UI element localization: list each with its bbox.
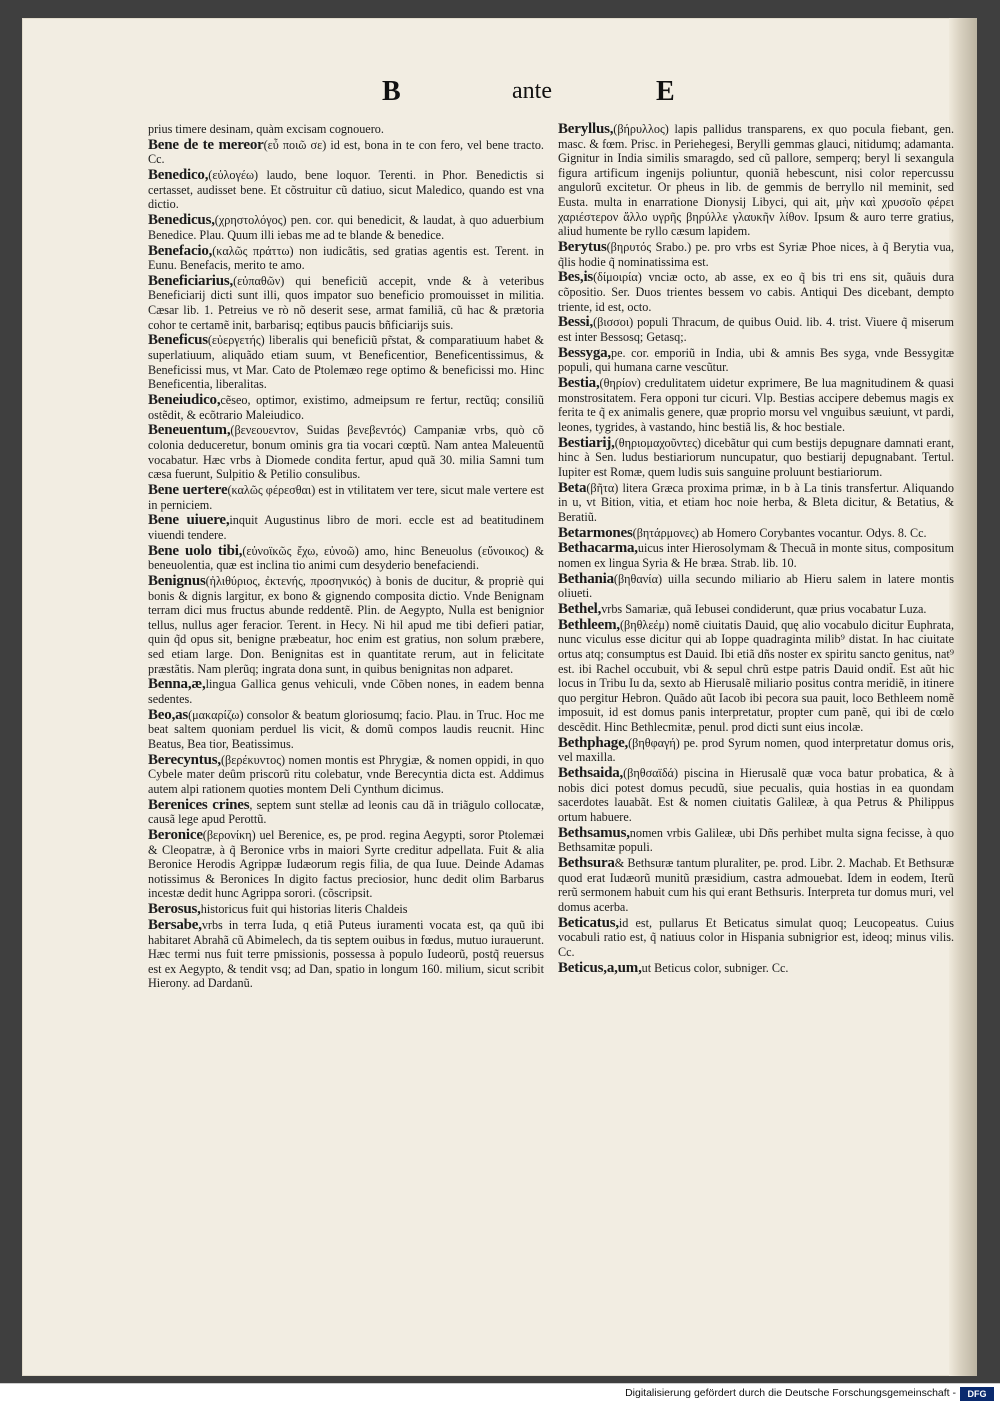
entry-lemma: Benignus: [148, 573, 206, 590]
entry-definition: (εὐλογέω) laudo, bene loquor. Terenti. in Phor. Benedictis si certasset, audisset bene. Et cõstruitur cũ datiuo, sicut Maledico, quando est vna dictio.: [148, 168, 544, 212]
entry-lemma: Bessi,: [558, 314, 594, 331]
entry-definition: ut Beticus color, subniger. Cc.: [641, 960, 789, 975]
footer-bar: [0, 1383, 1000, 1404]
entry-definition: inquit Augustinus libro de mori. eccle est ad beatitudinem viuendi tendere.: [148, 513, 544, 542]
dictionary-entry: [558, 270, 954, 314]
entry-definition: (εὖ ποιῶ σε) id est, bona in te con fero, vel bene tracto. Cc.: [148, 137, 544, 167]
entry-definition: (βενεουεντον, Suidas βενεβεντός) Campaniæ vrbs, quò cõ colonia deduceretur, bonum ominis gra tia vocari cœptũ. Nam antea Maleuentũ vocabatur. Hæc vrbs à Diomede condita fertur, apud quã 30. milia Samni tum cæsa fuerunt, Sulpitio & Petilio consulibus.: [148, 423, 544, 482]
dictionary-entry: [558, 122, 954, 239]
entry-lemma: Berenices crines: [148, 796, 250, 813]
entry-lemma: Beneficus: [148, 332, 208, 349]
entry-lemma: Bene uolo tibi,: [148, 542, 243, 559]
entry-definition: (βερονίκη) uel Berenice, es, pe prod. regina Aegypti, soror Ptolemæi & Cleopatræ, à q̃ Beronice vrbs in maiori Syrte creditur adpellata. Fuit & alia Beronice Herodis Agrippæ Iudæorum regis filia, de qua Iuue. Deinde Adamas notissimus & Beronices In digito factus preciosior, hunc dedit olim Barbarus incestæ dedit hunc Agrippa sorori. (cõscripsit.: [148, 828, 544, 901]
dictionary-entry: [558, 618, 954, 735]
entry-lemma: Beryllus,: [558, 121, 614, 137]
dictionary-entry: [148, 168, 544, 212]
entry-lemma: Benna,æ,: [148, 676, 206, 693]
entry-definition: (βηθσαϊδά) piscina in Hierusalẽ quæ voca batur probatica, & à nobis dici potest domus pecudũ, siue pecualis, quia hostias in ea quondam sacerdotes lauabãt. Est & nomen ciuitatis Galileæ, à qua Petrus & Philippus ortum habuere.: [558, 766, 954, 824]
running-head: [22, 76, 977, 116]
entry-definition: vrbs in terra Iuda, q etiã Puteus iuramenti vocata est, qa quũ ibi habitaret Abrahã cũ Abimelech, da tis septem ouibus in fœdus, mutuo iurauerunt. Hæc termi nus fuit terre pmissionis, possessa à populo Iudeorũ, postq̃ reuersus est ex Aegypto, & tendit vsq; ad Dan, spatio in longum 160. milium, sicut scribit Hierony. ad Dardanũ.: [148, 918, 544, 991]
entry-definition: (βηθφαγή) pe. prod Syrum nomen, quod interpretatur domus oris, vel maxilla.: [558, 735, 954, 765]
right-column: [558, 122, 954, 976]
book-page: [22, 18, 977, 1376]
entry-lemma: Beneficiarius,: [148, 272, 234, 289]
running-head-left: B: [382, 76, 401, 107]
entry-definition: (εὐπαθῶν) qui beneficiũ accepit, vnde & à veteribus Beneficiarij dicti sunt illi, quos impator suo beneficio promouisset in militia. Cæsar lib. 1. Petreius ve rò nõ deserit sese, armat familiã, cũ hac & prætoria cohor te certamẽ init, barbarisq; eqtibus paucis bñficiarijs suis.: [148, 273, 544, 332]
entry-definition: id est, pullarus Et Beticatus simulat quoq; Leucopeatus. Cuius vocabuli ratio est, q̃ natiuus color in Hispania subnigrior est, ideoq; minus vilis. Cc.: [558, 915, 954, 959]
dictionary-entry: [558, 572, 954, 601]
entry-lemma: Berecyntus,: [148, 751, 221, 768]
dictionary-entry: [148, 574, 544, 676]
dictionary-entry: [558, 315, 954, 344]
dictionary-entry: [558, 736, 954, 765]
entry-lemma: Bene de te mereor: [148, 136, 264, 153]
dictionary-entry: [148, 138, 544, 167]
entry-lemma: Beneuentum,: [148, 422, 231, 439]
entry-lemma: Berosus,: [148, 901, 201, 918]
dictionary-entry: [558, 346, 954, 375]
entry-definition: & Bethsuræ tantum pluraliter, pe. prod. Libr. 2. Machab. Et Bethsuræ quod erat Iudæorũ munitũ præsidium, castra admouebat. Idem in eodem, Iterũ rerũ sermonem habuit cum his qui erant Bethsuris. Interpreta tur domus muri, vel domus acerba.: [558, 856, 954, 914]
entry-lemma: Bethania: [558, 570, 614, 587]
entry-definition: (εὐνοϊκῶς ἔχω, εὐνοῶ) amo, hinc Beneuolus (εὔνοικος) & beneuolentia, quæ est inclina tio animi cum desyderio benefaciendi.: [148, 543, 544, 573]
dictionary-entry: [148, 423, 544, 481]
dfg-logo: DFG: [960, 1387, 994, 1401]
entry-lemma: Beronice: [148, 827, 203, 844]
dictionary-entry: [148, 274, 544, 332]
entry-lemma: Bethsura: [558, 855, 615, 872]
entry-definition: nomen vrbis Galileæ, ubi Dñs perhibet multa signa fecisse, à quo Bethsamitæ populi.: [558, 825, 954, 855]
dictionary-entry: [558, 961, 954, 976]
dictionary-entry: [148, 122, 544, 137]
funding-credit: Digitalisierung gefördert durch die Deutsche Forschungsgemeinschaft -: [625, 1387, 956, 1399]
entry-lemma: Beo,as: [148, 706, 189, 723]
entry-definition: prius timere desinam, quàm excisam cognouero.: [148, 122, 384, 136]
entry-definition: (χρηστολόγος) pen. cor. qui benedicit, & laudat, à quo aduerbium Benedice. Plau. Quum illi iebas me ad te blande & benedice.: [148, 213, 544, 242]
dictionary-entry: [148, 798, 544, 827]
entry-lemma: Bestiarij,: [558, 434, 615, 451]
running-head-right: E: [656, 76, 675, 107]
entry-lemma: Bethsaida,: [558, 765, 624, 782]
entry-lemma: Betarmones: [558, 524, 633, 541]
dictionary-entry: [558, 376, 954, 434]
dictionary-entry: [558, 240, 954, 269]
entry-definition: (βερέκυντος) nomen montis est Phrygiæ, & nomen oppidi, in quo Cybele mater deûm priscorũ ritu colebatur, vnde Berecyntia dicta est. Addimus autem alpi rationem quoties montem Deli Cynthum dicimus.: [148, 752, 544, 796]
entry-definition: (βισσοι) populi Thracum, de quibus Ouid. lib. 4. trist. Viuere q̃ miserum est inter Bessosq; Getasq;.: [558, 315, 954, 344]
entry-definition: (βῆτα) litera Græca proxima primæ, in b à La tinis transfertur. Aliquando in u, vt Bition, vitia, et etiam hoc noie herba, & Bleta dicitur, & Betatius, & Beratiũ.: [558, 480, 954, 524]
entry-definition: (δίμοιρία) vnciæ octo, ab asse, ex eo q̃ bis tri ens sit, quãuis dura cõpositio. Ser. Duos trientes bessem vo cabis. Antiqui Des dicebant, dempto triente, id est, octo.: [558, 270, 954, 314]
dictionary-entry: [558, 856, 954, 914]
entry-lemma: Bethacarma,: [558, 540, 638, 557]
entry-lemma: Beticus,a,um,: [558, 959, 642, 976]
entry-definition: (καλῶς πράττω) non iudicãtis, sed gratias agentis est. Terent. in Eunu. Benefacis, merito te amo.: [148, 243, 544, 273]
dictionary-entry: [148, 333, 544, 391]
dictionary-entry: [558, 526, 954, 541]
dictionary-entry: [148, 544, 544, 573]
entry-lemma: Bethsamus,: [558, 824, 630, 841]
dictionary-entry: [148, 708, 544, 752]
entry-definition: (μακαρίζω) consolor & beatum gloriosumq; facio. Plau. in Truc. Hoc me beat saltem quoniam perduel lis vicit, & domũ compos laudis reucnit. Hinc Beatus, Bea tior, Beatissimus.: [148, 707, 544, 751]
dictionary-entry: [148, 513, 544, 542]
left-column: [148, 122, 544, 992]
running-head-middle: ante: [512, 78, 552, 104]
entry-lemma: Beneiudico,: [148, 392, 221, 408]
entry-definition: (βητάρμονες) ab Homero Corybantes vocantur. Odys. 8. Cc.: [632, 525, 927, 540]
dictionary-entry: [558, 481, 954, 525]
dictionary-entry: [558, 826, 954, 855]
entry-lemma: Benedicus,: [148, 212, 215, 229]
entry-lemma: Bethleem,: [558, 616, 620, 633]
entry-definition: (καλῶς φέρεσθαι) est in vtilitatem ver tere, sicut male vertere est in perniciem.: [148, 482, 544, 512]
entry-definition: (θηρίον) credulitatem uidetur exprimere, Be lua magnitudinem & quasi monstrositatem. Fera opponi tur cicuri. Vlp. Bestias accipere debemus magis ex ferita te q̃ ex animalis genere, quæ proprio morsu vel vnguibus sæuiunt, vt pardi, leones, tygrides, à vastando, hinc bestiã lis, & hoc bestiale.: [558, 376, 954, 434]
dictionary-entry: [558, 436, 954, 480]
entry-lemma: Bersabe,: [148, 917, 202, 934]
dictionary-entry: [148, 213, 544, 242]
entry-definition: (βηρυτός Srabo.) pe. pro vrbs est Syriæ Phoe nices, à q̃ Berytia vua, q̃lis hodie q̃ nominatissima est.: [558, 239, 954, 269]
dictionary-entry: [148, 483, 544, 512]
entry-lemma: Beta: [558, 479, 587, 496]
entry-definition: pe. cor. emporiũ in India, ubi & amnis Bes syga, vnde Bessygitæ populi, qui humana carne vescũtur.: [558, 345, 954, 375]
entry-lemma: Bestia,: [558, 375, 600, 392]
entry-lemma: Bene uiuere,: [148, 512, 230, 529]
entry-lemma: Beticatus,: [558, 914, 619, 931]
entry-lemma: Berytus: [558, 238, 607, 255]
dictionary-entry: [558, 602, 954, 617]
entry-lemma: Bene uertere: [148, 481, 228, 498]
entry-lemma: Benedico,: [148, 167, 209, 184]
entry-definition: historicus fuit qui historias literis Chaldeis: [200, 902, 408, 917]
entry-definition: (εὐεργετής) liberalis qui beneficiũ pr̃stat, & comparatiuum habet & superlatiuum, aliquãdo etiam suum, vt Beneficentior, Beneficentissimus, & Beneficissi mus, vt Mar. Cato de Ptolemæo rege optimo & beneficissi mo. Hinc Beneficentia, liberalitas.: [148, 333, 544, 392]
entry-definition: lingua Gallica genus vehiculi, vnde Cõben nones, in eadem benna sedentes.: [148, 677, 544, 706]
entry-lemma: Bethel,: [558, 601, 602, 618]
entry-definition: uicus inter Hierosolymam & Thecuã in monte situs, compositum nomen ex lingua Syria & He bræa. Strab. lib. 10.: [558, 541, 954, 570]
dictionary-entry: [148, 828, 544, 901]
entry-lemma: Bethphage,: [558, 734, 629, 751]
entry-definition: (βηθανία) uilla secundo miliario ab Hieru salem in latere montis oliueti.: [558, 571, 954, 601]
dictionary-entry: [148, 918, 544, 991]
entry-definition: , septem sunt stellæ ad leonis cau dã in triãgulo collocatæ, causã lege apud Perottũ.: [148, 797, 544, 827]
entry-definition: (βηθλεέμ) nomẽ ciuitatis Dauid, quę alio vocabulo dicitur Euphrata, nunc viculus esse dicitur qui ab Ioppe quadraginta milib⁹ distat. In hac ciuitate ortus atq; consumptus est Dauid. Ibi etiã dñs noster ex spiritu sancto genitus, nat⁹ est. ibi Rachel occubuit, vbi & sepul chrũ estpe patris Dauid ondit̃. Est aũt hic locus in Tribu Iu da, sexto ab Hierusalẽ miliario positus contra meridiẽ, in itinere quo pergitur Hebron. Quãdo aũt Iacob ibi pecora sua pauit, loco Bethleem nomẽ imposuit, id est domus panis interpretatur, propter cum panẽ, qui ibi de cœlo descẽdit. Hinc Bethlecmitæ, penul. prod dicti sunt eius incolæ.: [558, 617, 954, 734]
dictionary-entry: [558, 766, 954, 824]
dictionary-entry: [148, 753, 544, 797]
dictionary-entry: [558, 541, 954, 570]
entry-lemma: Bessyga,: [558, 344, 611, 361]
dictionary-entry: [148, 677, 544, 706]
dictionary-entry: [148, 393, 544, 422]
entry-definition: (βήρυλλος) lapis pallidus transparens, ex quo pocula fiebant, gen. masc. & fœm. Prisc. in Periehegesi, Berylli gemmas glauci, nitidumq; adamanta. Gignitur in India similis smaragdo, sed cũ pallore, semperq; beryl li sexangula figura artificum ingenijs poliuntur, quoniã hebescunt, nisi color repercussu angulorũ excitetur. Or pheus in lib. de gemmis de berryllo nil meminit, sed Eusta. multa in enarratione Dionysij Libyci, qui ait, μὴν καὶ χρυσοῖο φέρει χαριέστερον ἄλλο υγρῆς βηρύλλε γλαυκῆν λίθον. Ipsum & auro terre gratius, aliud humente be ryllo cæsum lapidem.: [558, 122, 954, 239]
entry-lemma: Bes,is: [558, 269, 594, 286]
entry-definition: (θηριομαχοῦντες) dicebãtur qui cum bestijs depugnare damnati erant, hinc à Sen. ludus bestiariorum nuncupatur, quo bestiarij depugnabant. Tertul. Iupiter est Romæ, quem ludis suis sanguine proluunt bestiariorum.: [558, 435, 954, 479]
dictionary-entry: [558, 916, 954, 960]
entry-definition: cẽseo, optimor, existimo, admeipsum re fertur, rectũq; consiliũ ostẽdit, & ecõtrario Maleiudico.: [148, 393, 544, 422]
entry-definition: vrbs Samariæ, quã Iebusei condiderunt, quæ prius vocabatur Luza.: [601, 602, 927, 617]
dictionary-entry: [148, 902, 544, 917]
entry-definition: (ἠλιθύριος, ἐκτενής, προσηνικός) à bonis de ducitur, & propriè qui bonis & dignis largitur, ex bono & gignendo composita dictio. Vnde Benignam terram dici mus fructus abunde reddentẽ. Plin. de Aegypto, Nulla est benignior tellus, nullus ager feracior. Terent. in Hecy. Ni hil apud me tibi defieri patiar, quin q̃d opus sit, benigne præbeatur, hoc enim est gratius, non solum præbere, sed etiam large. Don. Benignitas est in quantitate rerum, aut in felicitate præstãtis. Nam plerũq; ingrata dona sunt, in quibus benignitas non adparet.: [148, 574, 544, 676]
entry-lemma: Benefacio,: [148, 242, 213, 259]
dictionary-entry: [148, 244, 544, 273]
